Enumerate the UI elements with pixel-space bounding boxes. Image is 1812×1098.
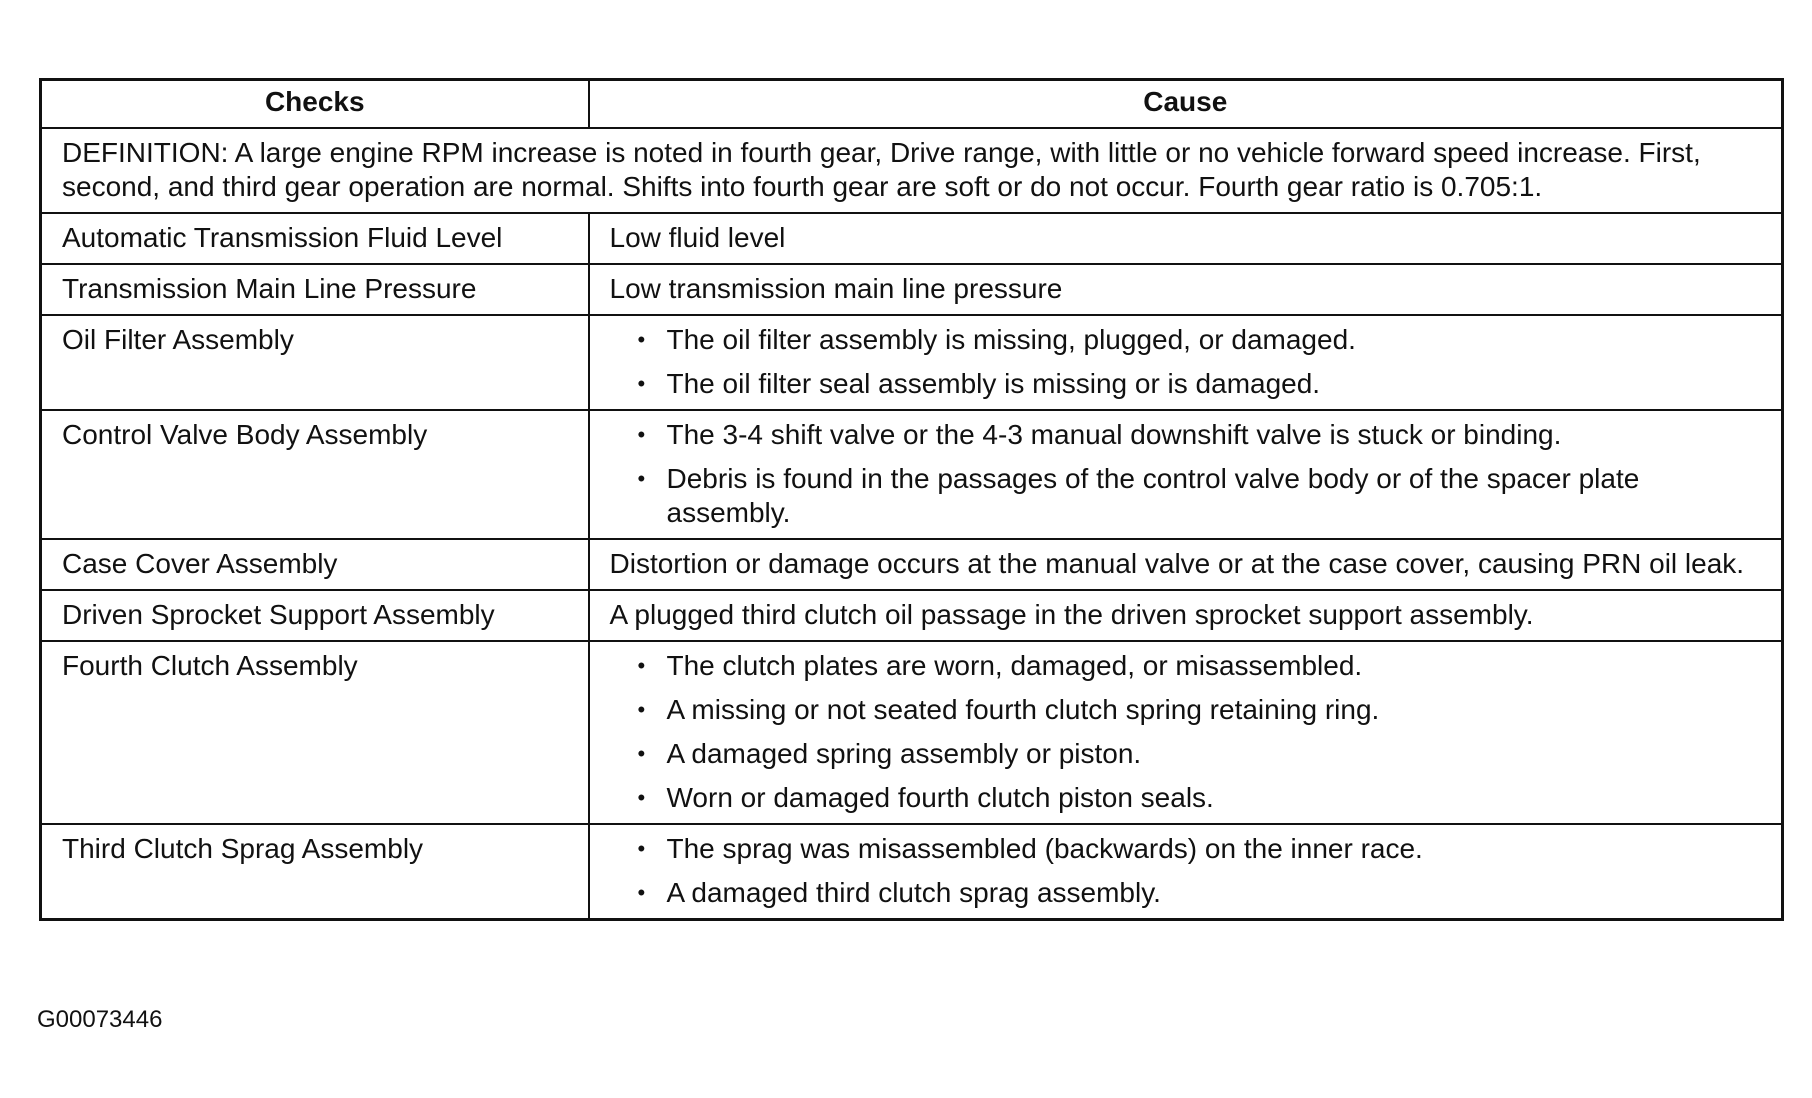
cause-cell — [589, 590, 1783, 641]
cause-cell — [589, 410, 1783, 539]
cause-bullet-list — [610, 649, 1764, 815]
cause-cell — [589, 641, 1783, 824]
cause-bullet-item: • The sprag was misassembled (backwards) on the inner race. — [638, 832, 1764, 866]
table-row — [41, 590, 1783, 641]
cause-bullet-item: • Worn or damaged fourth clutch piston seals. — [638, 781, 1764, 815]
cause-bullet-item: • The clutch plates are worn, damaged, or misassembled. — [638, 649, 1764, 683]
cause-cell — [589, 539, 1783, 590]
header-row — [41, 80, 1783, 129]
cause-bullet-item: • A damaged third clutch sprag assembly. — [638, 876, 1764, 910]
table-row — [41, 213, 1783, 264]
cause-cell — [589, 213, 1783, 264]
table-body — [41, 128, 1783, 920]
header-checks: Checks — [41, 80, 589, 129]
cause-bullet-item: • A damaged spring assembly or piston. — [638, 737, 1764, 771]
table-row — [41, 824, 1783, 920]
cause-text: Low transmission main line pressure — [609, 273, 1063, 304]
cause-bullet-item: • A missing or not seated fourth clutch spring retaining ring. — [638, 693, 1764, 727]
check-cell: Case Cover Assembly — [41, 539, 589, 590]
table-row — [41, 641, 1783, 824]
cause-bullet-list — [610, 832, 1764, 910]
check-cell: Automatic Transmission Fluid Level — [41, 213, 589, 264]
header-cause: Cause — [589, 80, 1783, 129]
check-cell: Oil Filter Assembly — [41, 315, 589, 410]
table-row — [41, 410, 1783, 539]
check-cell: Transmission Main Line Pressure — [41, 264, 589, 315]
cause-cell — [589, 264, 1783, 315]
cause-bullet-item: • The oil filter assembly is missing, plugged, or damaged. — [638, 323, 1764, 357]
cause-text: Low fluid level — [609, 222, 786, 253]
check-cell: Fourth Clutch Assembly — [41, 641, 589, 824]
diagnostic-table — [39, 78, 1784, 921]
definition-row — [41, 128, 1783, 213]
check-cell: Control Valve Body Assembly — [41, 410, 589, 539]
cause-bullet-list — [610, 323, 1764, 401]
cause-cell — [589, 824, 1783, 920]
cause-bullet-item: • The oil filter seal assembly is missing or is damaged. — [638, 367, 1764, 401]
check-cell: Third Clutch Sprag Assembly — [41, 824, 589, 920]
cause-text: A plugged third clutch oil passage in the driven sprocket support assembly. — [609, 599, 1534, 630]
cause-cell — [589, 315, 1783, 410]
table-row — [41, 264, 1783, 315]
table-row — [41, 539, 1783, 590]
check-cell: Driven Sprocket Support Assembly — [41, 590, 589, 641]
cause-bullet-item: • Debris is found in the passages of the control valve body or of the spacer plate assembly. — [638, 462, 1764, 530]
cause-bullet-item: • The 3-4 shift valve or the 4-3 manual downshift valve is stuck or binding. — [638, 418, 1764, 452]
cause-bullet-list — [610, 418, 1764, 530]
table-row — [41, 315, 1783, 410]
cause-text: Distortion or damage occurs at the manual valve or at the case cover, causing PRN oil leak. — [609, 548, 1745, 579]
figure-id: G00073446 — [37, 1006, 163, 1033]
definition-text: DEFINITION: A large engine RPM increase is noted in fourth gear, Drive range, with little or no vehicle forward speed increase. First, second, and third gear operation are normal. Shifts into fourth gear are soft or do not occur. Fourth gear ratio is 0.705:1. — [41, 128, 1783, 213]
